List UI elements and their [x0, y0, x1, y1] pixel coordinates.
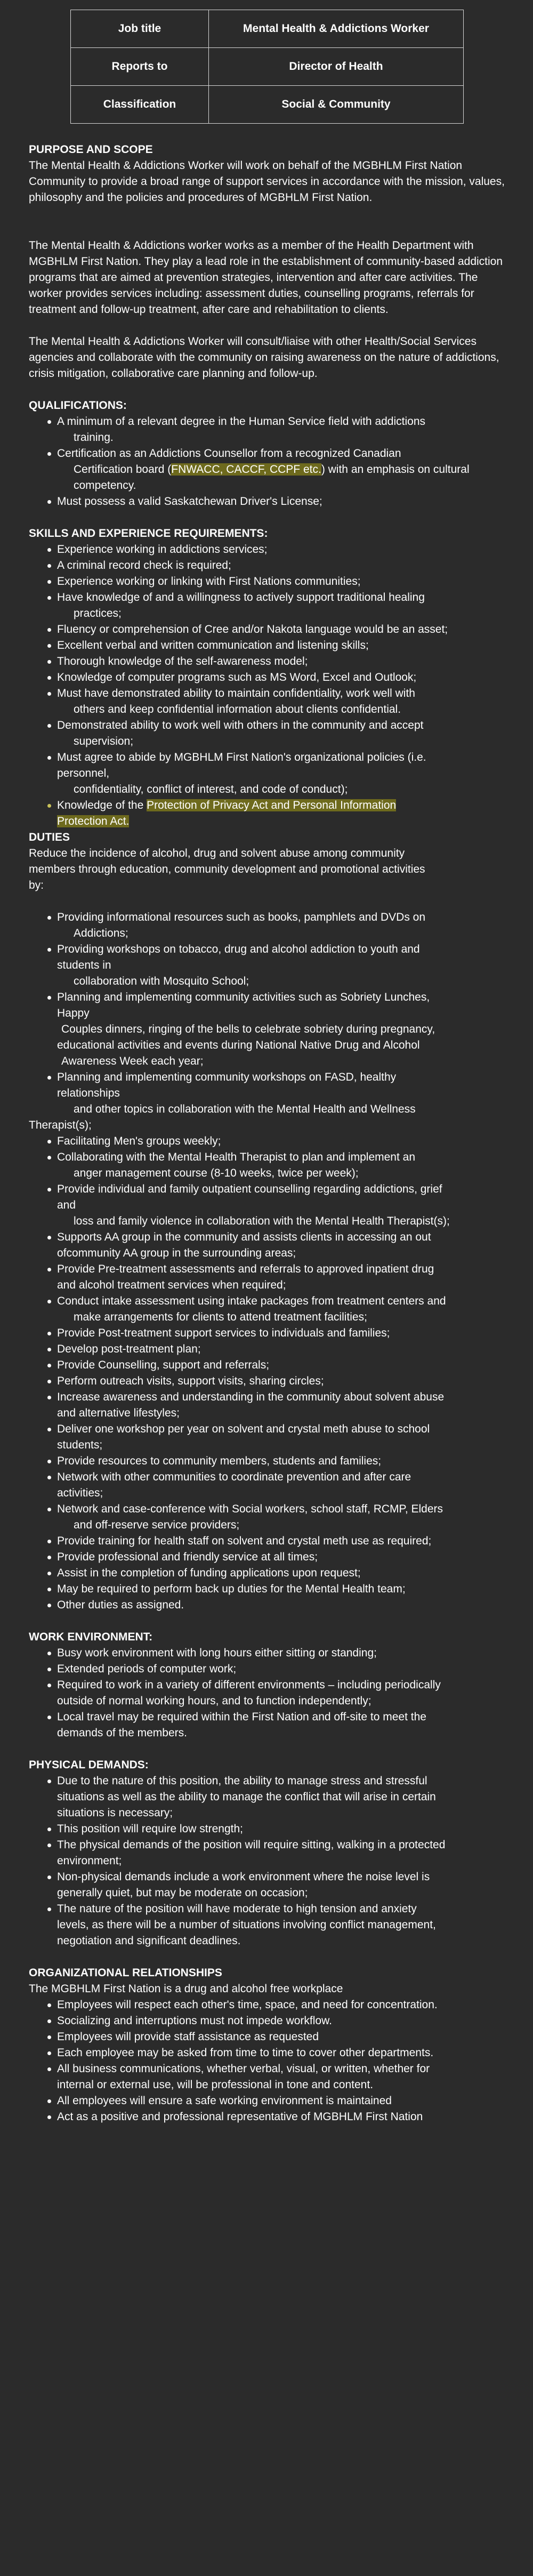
list-item: Fluency or comprehension of Cree and/or Nakota language would be an asset;	[29, 622, 511, 638]
duties-heading: DUTIES	[29, 831, 70, 843]
list-item: Other duties as assigned.	[29, 1597, 511, 1613]
duties-intro: Reduce the incidence of alcohol, drug and solvent abuse among community members through education, community development and promotional activities by:	[29, 847, 425, 891]
list-item: Providing workshops on tobacco, drug and alcohol addiction to youth and students in collaboration with Mosquito School;	[29, 941, 511, 989]
list-item: Provide Counselling, support and referrals;	[29, 1357, 511, 1373]
list-item: Facilitating Men's groups weekly;	[29, 1133, 511, 1149]
work-environment-list	[29, 1645, 511, 1741]
org-intro: The MGBHLM First Nation is a drug and alcohol free workplace	[29, 1983, 343, 1995]
list-item: Collaborating with the Mental Health Therapist to plan and implement an anger management course (8-10 weeks, twice per week);	[29, 1149, 511, 1181]
purpose-paragraph-3: The Mental Health & Addictions Worker will consult/liaise with other Health/Social Services agencies and collaborate with the community on raising awareness on the nature of addictions, crisis mitigation, collaborative care planning and follow-up.	[29, 335, 499, 380]
list-item: Network and case-conference with Social workers, school staff, RCMP, Elders and off-reserve service providers;	[29, 1501, 511, 1533]
list-item: Planning and implementing community activities such as Sobriety Lunches, Happy Couples dinners, ringing of the bells to celebrate sobriety during pregnancy, educational activities and events during National Native Drug and Alcohol Awareness Week each year;	[29, 989, 511, 1069]
work-environment-heading: WORK ENVIRONMENT:	[29, 1631, 153, 1643]
list-item: Experience working or linking with First Nations communities;	[29, 574, 511, 590]
list-item: Providing informational resources such as books, pamphlets and DVDs on Addictions;	[29, 909, 511, 941]
list-item: Must agree to abide by MGBHLM First Nation's organizational policies (i.e. personnel, confidentiality, conflict of interest, and code of conduct);	[29, 750, 511, 798]
list-item: This position will require low strength;	[29, 1821, 511, 1837]
list-item: Busy work environment with long hours either sitting or standing;	[29, 1645, 511, 1661]
reports-to-value: Director of Health	[209, 48, 464, 86]
table-row	[71, 48, 464, 86]
purpose-paragraph-1: The Mental Health & Addictions Worker will work on behalf of the MGBHLM First Nation Community to provide a broad range of support services in accordance with the mission, values, philosophy and the policies and procedures of MGBHLM First Nation.	[29, 159, 505, 204]
purpose-heading: PURPOSE AND SCOPE	[29, 143, 153, 156]
list-item: Must possess a valid Saskatchewan Driver's License;	[29, 494, 511, 510]
skills-heading: SKILLS AND EXPERIENCE REQUIREMENTS:	[29, 527, 268, 540]
highlighted-text: Protection Act.	[57, 815, 130, 827]
list-item: Must have demonstrated ability to maintain confidentiality, work well with others and keep confidential information about clients confidential.	[29, 686, 511, 718]
table-row	[71, 10, 464, 48]
duties-list	[29, 909, 511, 1117]
list-item: Develop post-treatment plan;	[29, 1341, 511, 1357]
duties-list-continued	[29, 1133, 511, 1613]
list-item: Non-physical demands include a work environment where the noise level is generally quiet, but may be moderate on occasion;	[29, 1869, 511, 1901]
list-item: Supports AA group in the community and assists clients in accessing an out ofcommunity AA group in the surrounding areas;	[29, 1229, 511, 1261]
list-item: Socializing and interruptions must not impede workflow.	[29, 2013, 511, 2029]
list-item: A minimum of a relevant degree in the Human Service field with addictions training.	[29, 414, 511, 446]
therapist-continuation: Therapist(s);	[29, 1119, 92, 1131]
list-item: All employees will ensure a safe working environment is maintained	[29, 2093, 511, 2109]
list-item: Provide Post-treatment support services to individuals and families;	[29, 1325, 511, 1341]
job-title-label: Job title	[71, 10, 209, 48]
list-item: Thorough knowledge of the self-awareness model;	[29, 654, 511, 670]
list-item: Perform outreach visits, support visits, sharing circles;	[29, 1373, 511, 1389]
highlighted-text: FNWACC, CACCF, CCPF etc.	[171, 463, 321, 476]
table-row	[71, 86, 464, 124]
list-item: Due to the nature of this position, the ability to manage stress and stressful situations as well as the ability to manage the conflict that will arise in certain situations is necessary;	[29, 1773, 511, 1821]
list-item: All business communications, whether verbal, visual, or written, whether for internal or external use, will be professional in tone and content.	[29, 2061, 511, 2093]
skills-list	[29, 542, 511, 830]
list-item: Employees will provide staff assistance as requested	[29, 2029, 511, 2045]
list-item: May be required to perform back up duties for the Mental Health team;	[29, 1581, 511, 1597]
list-item: Provide training for health staff on solvent and crystal meth use as required;	[29, 1533, 511, 1549]
document-body	[0, 124, 533, 2125]
classification-label: Classification	[71, 86, 209, 124]
list-item: Provide Pre-treatment assessments and referrals to approved inpatient drug and alcohol treatment services when required;	[29, 1261, 511, 1293]
list-item: A criminal record check is required;	[29, 558, 511, 574]
list-item: The nature of the position will have moderate to high tension and anxiety levels, as there will be a number of situations involving conflict management, negotiation and significant deadlines.	[29, 1901, 511, 1949]
list-item: Increase awareness and understanding in the community about solvent abuse and alternative lifestyles;	[29, 1389, 511, 1421]
list-item: Have knowledge of and a willingness to actively support traditional healing practices;	[29, 590, 511, 622]
list-item: Provide professional and friendly service at all times;	[29, 1549, 511, 1565]
purpose-paragraph-2: The Mental Health & Addictions worker works as a member of the Health Department with MGBHLM First Nation. They play a lead role in the establishment of community-based addiction programs that are aimed at prevention strategies, intervention and after care activities. The worker provides services including: assessment duties, counselling programs, referrals for treatment and follow-up treatment, after care and rehabilitation to clients.	[29, 239, 503, 316]
list-item: Provide individual and family outpatient counselling regarding addictions, grief and loss and family violence in collaboration with the Mental Health Therapist(s);	[29, 1181, 511, 1229]
list-item: Network with other communities to coordinate prevention and after care activities;	[29, 1469, 511, 1501]
physical-demands-heading: PHYSICAL DEMANDS:	[29, 1759, 149, 1771]
list-item: Demonstrated ability to work well with others in the community and accept supervision;	[29, 718, 511, 750]
list-item: Conduct intake assessment using intake packages from treatment centers and make arrangements for clients to attend treatment facilities;	[29, 1293, 511, 1325]
classification-value: Social & Community	[209, 86, 464, 124]
list-item: Act as a positive and professional representative of MGBHLM First Nation	[29, 2109, 511, 2125]
list-item: The physical demands of the position will require sitting, walking in a protected environment;	[29, 1837, 511, 1869]
org-relationships-list	[29, 1997, 511, 2125]
org-relationships-heading: ORGANIZATIONAL RELATIONSHIPS	[29, 1967, 222, 1979]
list-item: Extended periods of computer work;	[29, 1661, 511, 1677]
job-title-value: Mental Health & Addictions Worker	[209, 10, 464, 48]
physical-demands-list	[29, 1773, 511, 1949]
list-item: Deliver one workshop per year on solvent and crystal meth abuse to school students;	[29, 1421, 511, 1453]
list-item: Certification as an Addictions Counsellor from a recognized Canadian Certification board (FNWACC, CACCF, CCPF etc.) with an emphasis on cultural competency.	[29, 446, 511, 494]
list-item: Knowledge of computer programs such as MS Word, Excel and Outlook;	[29, 670, 511, 686]
list-item: Assist in the completion of funding applications upon request;	[29, 1565, 511, 1581]
list-item: Required to work in a variety of different environments – including periodically outside of normal working hours, and to function independently;	[29, 1677, 511, 1709]
list-item: Knowledge of the Protection of Privacy Act and Personal Information Protection Act.	[29, 798, 511, 830]
list-item: Local travel may be required within the First Nation and off-site to meet the demands of the members.	[29, 1709, 511, 1741]
list-item: Provide resources to community members, students and families;	[29, 1453, 511, 1469]
highlighted-text: Protection of Privacy Act and Personal Information	[147, 799, 397, 811]
reports-to-label: Reports to	[71, 48, 209, 86]
list-item: Planning and implementing community workshops on FASD, healthy relationships and other topics in collaboration with the Mental Health and Wellness	[29, 1069, 511, 1117]
qualifications-heading: QUALIFICATIONS:	[29, 399, 127, 412]
list-item: Employees will respect each other's time, space, and need for concentration.	[29, 1997, 511, 2013]
list-item: Each employee may be asked from time to time to cover other departments.	[29, 2045, 511, 2061]
list-item: Experience working in addictions services;	[29, 542, 511, 558]
qualifications-list	[29, 414, 511, 510]
job-info-table	[70, 10, 464, 124]
list-item: Excellent verbal and written communication and listening skills;	[29, 638, 511, 654]
